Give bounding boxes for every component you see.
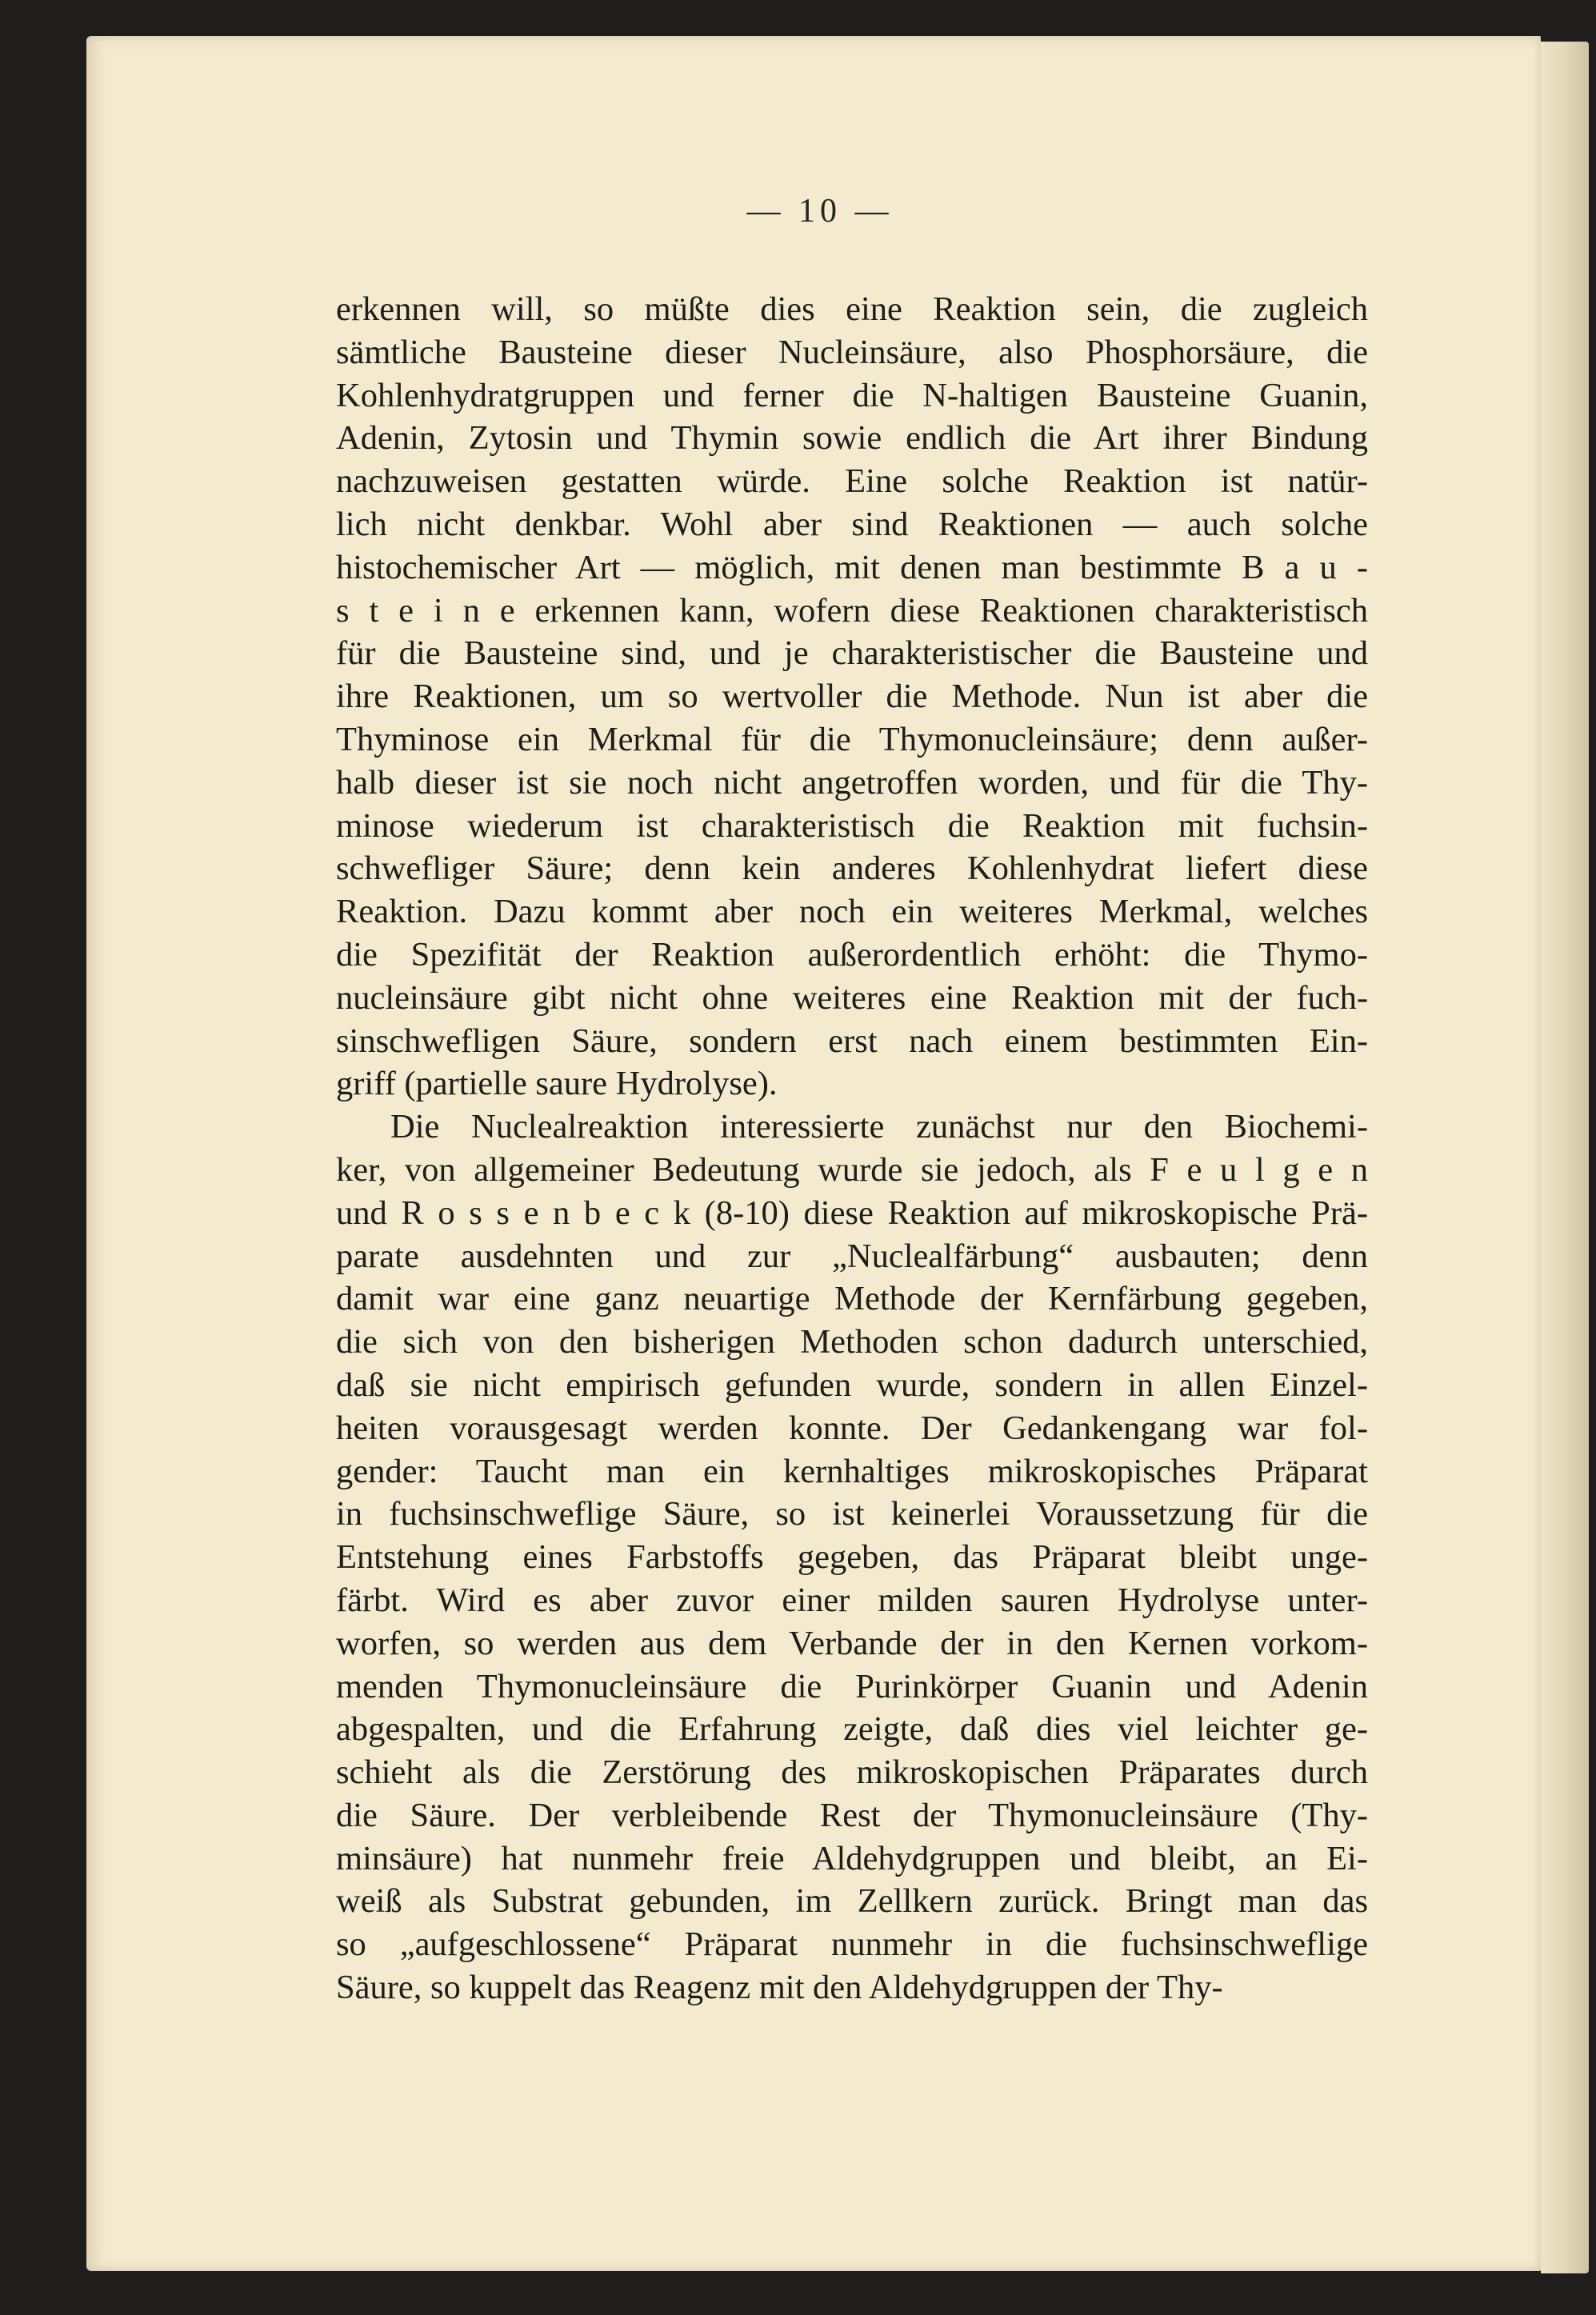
- text-line: damit war eine ganz neuartige Methode der Kernfärbung gegeben,: [336, 1280, 1368, 1318]
- text-line: schieht als die Zerstörung des mikroskopischen Präparates durch: [336, 1753, 1368, 1792]
- text-line: histochemischer Art — möglich, mit denen man bestimmte B a u -: [336, 548, 1368, 586]
- text-line: heiten vorausgesagt werden konnte. Der Gedankengang war fol-: [336, 1409, 1368, 1447]
- text-line: menden Thymonucleinsäure die Purinkörper Guanin und Adenin: [336, 1667, 1368, 1705]
- text-line: Adenin, Zytosin und Thymin sowie endlich die Art ihrer Bindung: [336, 419, 1368, 458]
- text-line: halb dieser ist sie noch nicht angetroffen worden, und für die Thy-: [336, 763, 1368, 802]
- text-line: weiß als Substrat gebunden, im Zellkern zurück. Bringt man das: [336, 1882, 1368, 1921]
- text-line: s t e i n e erkennen kann, wofern diese Reaktionen charakteristisch: [336, 591, 1368, 630]
- text-line: die Spezifität der Reaktion außerordentlich erhöht: die Thymo-: [336, 935, 1368, 974]
- text-line: sinschwefligen Säure, sondern erst nach einem bestimmten Ein-: [336, 1022, 1368, 1060]
- text-line: Säure, so kuppelt das Reagenz mit den Aldehydgruppen der Thy-: [336, 1969, 1223, 2007]
- text-line: parate ausdehnten und zur „Nuclealfärbung“ ausbauten; denn: [336, 1237, 1368, 1275]
- page-edge-shadow: [1541, 42, 1589, 2273]
- text-line: griff (partielle saure Hydrolyse).: [336, 1065, 778, 1103]
- text-line: ihre Reaktionen, um so wertvoller die Methode. Nun ist aber die: [336, 678, 1368, 716]
- text-line: Kohlenhydratgruppen und ferner die N-haltigen Bausteine Guanin,: [336, 376, 1368, 414]
- text-line: erkennen will, so müßte dies eine Reaktion sein, die zugleich: [336, 290, 1368, 328]
- paragraph: [336, 1106, 1368, 2009]
- text-line: für die Bausteine sind, und je charakteristischer die Bausteine und: [336, 634, 1368, 673]
- text-line: daß sie nicht empirisch gefunden wurde, sondern in allen Einzel-: [336, 1365, 1368, 1404]
- text-line: ker, von allgemeiner Bedeutung wurde sie jedoch, als F e u l g e n: [336, 1150, 1368, 1189]
- body-text: [336, 288, 1368, 2009]
- text-line: so „aufgeschlossene“ Präparat nunmehr in die fuchsinschweflige: [336, 1925, 1368, 1964]
- text-line: minsäure) hat nunmehr freie Aldehydgruppen und bleibt, an Ei-: [336, 1839, 1368, 1877]
- text-line: worfen, so werden aus dem Verbande der in den Kernen vorkom-: [336, 1624, 1368, 1662]
- text-line: sämtliche Bausteine dieser Nucleinsäure, also Phosphorsäure, die: [336, 333, 1368, 371]
- text-line: Die Nuclealreaktion interessierte zunächst nur den Biochemi-: [390, 1108, 1368, 1146]
- text-line: minose wiederum ist charakteristisch die Reaktion mit fuchsin-: [336, 806, 1368, 845]
- text-line: die sich von den bisherigen Methoden schon dadurch unterschied,: [336, 1323, 1368, 1361]
- text-line: Thyminose ein Merkmal für die Thymonucleinsäure; denn außer-: [336, 720, 1368, 758]
- text-line: schwefliger Säure; denn kein anderes Kohlenhydrat liefert diese: [336, 850, 1368, 888]
- text-line: Reaktion. Dazu kommt aber noch ein weiteres Merkmal, welches: [336, 893, 1368, 931]
- text-line: gender: Taucht man ein kernhaltiges mikroskopisches Präparat: [336, 1452, 1368, 1490]
- text-line: abgespalten, und die Erfahrung zeigte, daß dies viel leichter ge-: [336, 1710, 1368, 1749]
- text-line: färbt. Wird es aber zuvor einer milden sauren Hydrolyse unter-: [336, 1581, 1368, 1619]
- text-line: die Säure. Der verbleibende Rest der Thymonucleinsäure (Thy-: [336, 1796, 1368, 1834]
- text-line: nucleinsäure gibt nicht ohne weiteres eine Reaktion mit der fuch-: [336, 978, 1368, 1017]
- text-line: nachzuweisen gestatten würde. Eine solche Reaktion ist natür-: [336, 462, 1368, 501]
- text-line: Entstehung eines Farbstoffs gegeben, das Präparat bleibt unge-: [336, 1538, 1368, 1577]
- page-number: — 10 —: [746, 193, 894, 230]
- text-line: in fuchsinschweflige Säure, so ist keinerlei Voraussetzung für die: [336, 1495, 1368, 1533]
- paragraph: [336, 288, 1368, 1106]
- text-line: lich nicht denkbar. Wohl aber sind Reaktionen — auch solche: [336, 505, 1368, 543]
- text-line: und R o s s e n b e c k (8-10) diese Reaktion auf mikroskopische Prä-: [336, 1193, 1368, 1232]
